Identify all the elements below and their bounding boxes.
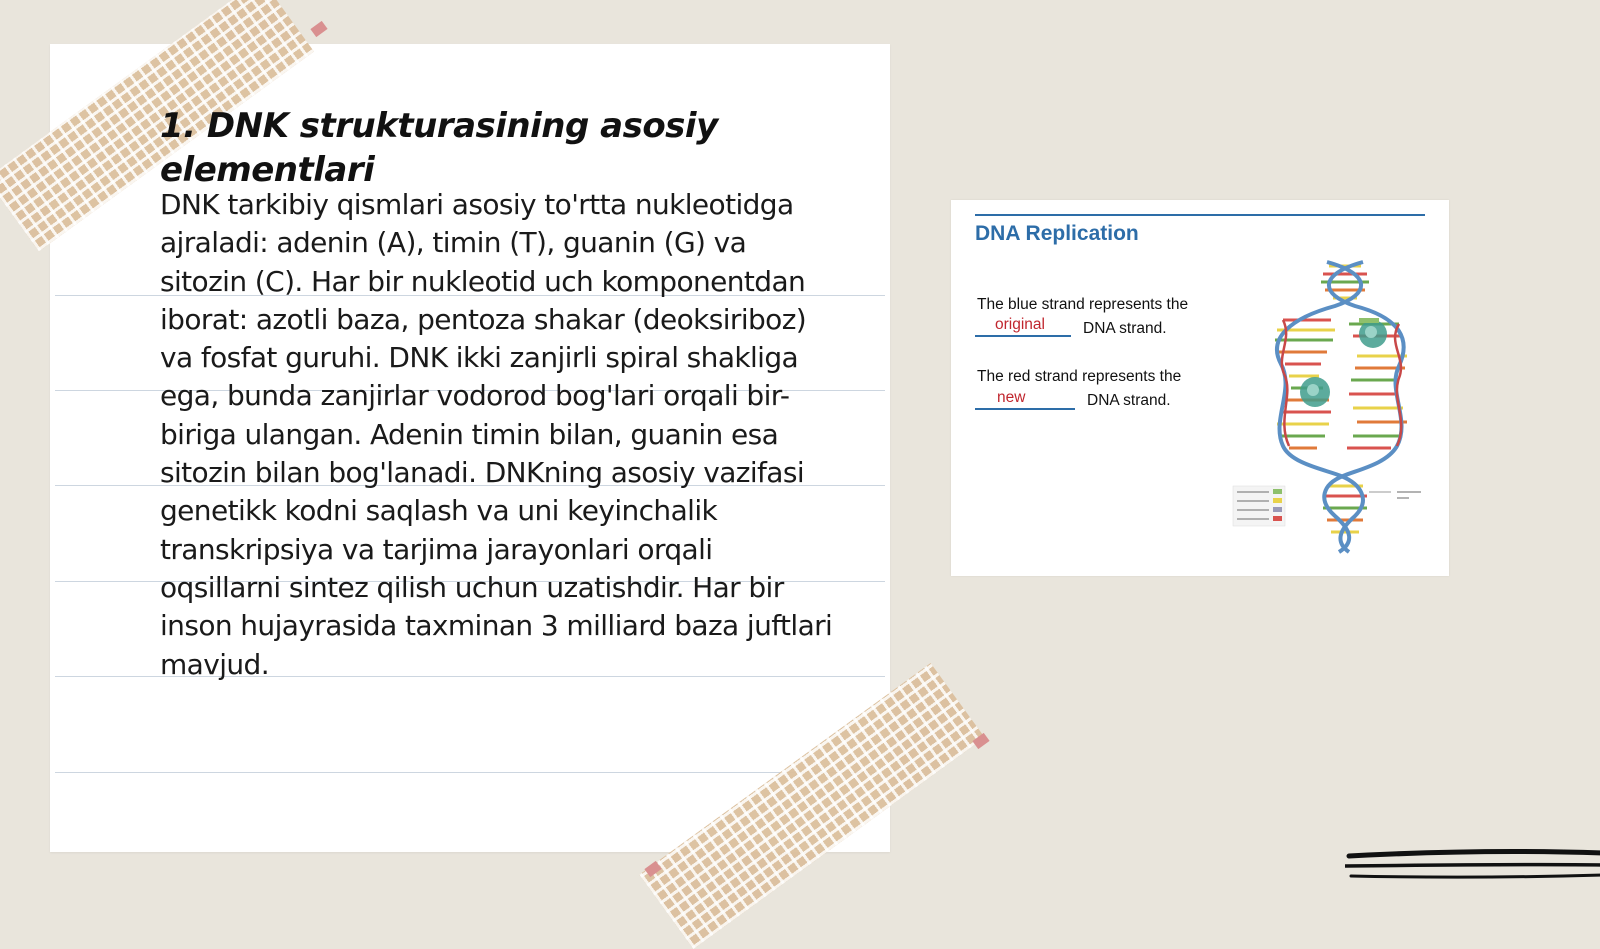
figure-title: DNA Replication [975,222,1139,245]
decorative-brush-lines [1345,846,1600,896]
statement1-answer: original [995,316,1045,333]
slide-title: 1. DNK strukturasining asosiy elementlari [160,106,718,190]
statement2-suffix: DNA strand. [1087,392,1171,409]
slide-body-text: DNK tarkibiy qismlari asosiy to'rtta nukleotidga ajraladi: adenin (A), timin (T), guanin (G) va sitozin (C). Har bir nukleotid uch komponentdan iborat: azotli baza, pentoza shakar (deoksiriboz) va fosfat guruhi. DNK ikki zanjirli spiral shakliga ega, bunda zanjirlar vodorod bog'lari orqali bir-biriga ulangan. Adenin timin bilan, guanin esa sitozin bilan bog'lanadi. DNKning asosiy vazifasi genetikk kodni saqlash va uni keyinchalik transkripsiya va tarjima jarayonlari orqali oqsillarni sintez qilish uchun uzatishdir. Har bir inson hujayrasida taxminan 3 milliard baza juftlari mavjud. [160,188,833,681]
base-color-legend [1233,486,1285,526]
figure-top-rule [975,214,1425,216]
statement2-blank-line [975,408,1075,410]
dna-helix-illustration [1231,260,1441,555]
statement1-blank-line [975,335,1071,337]
statement2-answer: new [997,389,1026,406]
statement1-suffix: DNA strand. [1083,320,1167,337]
replication-fork-annotation [1369,492,1421,498]
dna-replication-figure [951,200,1449,576]
statement2-prefix: The red strand represents the [977,368,1182,385]
tape-edge-dot [310,21,327,37]
paper-rule-line [55,772,885,773]
statement1-prefix: The blue strand represents the [977,296,1189,313]
